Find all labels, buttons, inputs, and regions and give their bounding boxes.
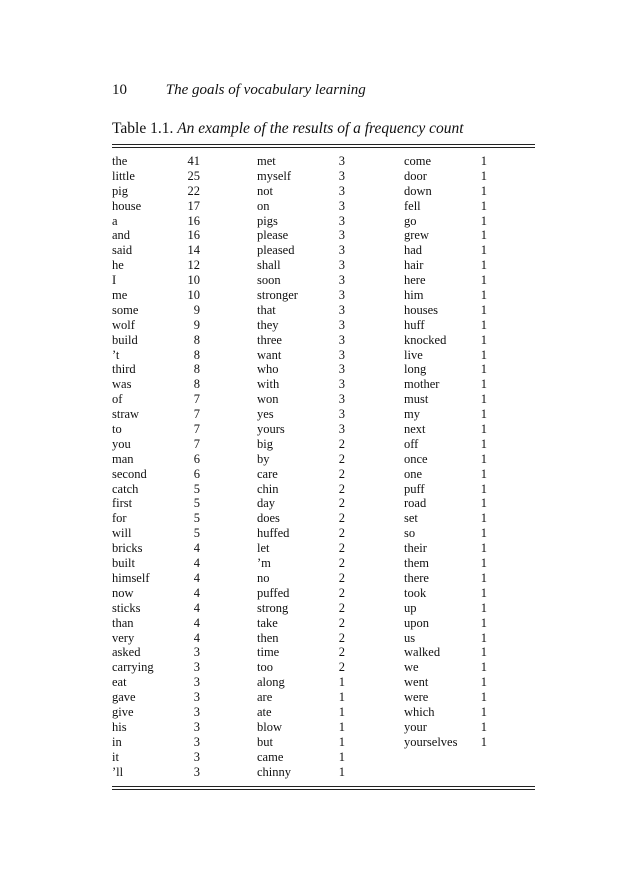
frequency-cell: 8 — [193, 362, 200, 377]
word-cell: will — [112, 526, 132, 541]
frequency-cell: 2 — [338, 570, 345, 585]
word-cell: upon — [404, 615, 429, 630]
frequency-cell: 1 — [480, 154, 487, 168]
top-rule-1 — [112, 144, 535, 145]
frequency-cell: 1 — [480, 436, 487, 451]
frequency-cell: 10 — [187, 288, 200, 303]
word-cell: one — [404, 466, 423, 481]
frequency-cell: 3 — [193, 704, 200, 719]
frequency-cell: 3 — [193, 749, 200, 764]
frequency-cell: 1 — [480, 645, 487, 660]
frequency-cell: 25 — [187, 168, 200, 183]
frequency-cell: 8 — [193, 347, 200, 362]
frequency-cell: 2 — [338, 451, 345, 466]
frequency-cell: 1 — [480, 392, 487, 407]
word-cell: too — [257, 660, 273, 675]
frequency-cell: 1 — [480, 317, 487, 332]
word-cell: huffed — [257, 526, 290, 541]
word-cell: who — [257, 362, 279, 377]
word-cell: wolf — [112, 317, 135, 332]
word-cell: than — [112, 615, 134, 630]
frequency-cell: 3 — [338, 332, 345, 347]
word-cell: a — [112, 213, 118, 228]
frequency-cell: 2 — [338, 436, 345, 451]
word-cell: had — [404, 243, 423, 258]
word-cell: won — [257, 392, 279, 407]
word-cell: next — [404, 422, 426, 437]
page-number: 10 — [112, 82, 127, 98]
word-cell: the — [112, 154, 128, 168]
frequency-cell: 1 — [480, 466, 487, 481]
word-cell: blow — [257, 719, 282, 734]
table-caption-text: An example of the results of a frequency count — [177, 120, 464, 137]
table-caption — [112, 120, 464, 138]
word-cell: us — [404, 630, 416, 645]
frequency-cell: 6 — [193, 451, 200, 466]
frequency-cell: 1 — [338, 719, 345, 734]
frequency-cell: 16 — [187, 228, 200, 243]
frequency-cell: 1 — [480, 481, 487, 496]
word-cell: build — [112, 332, 138, 347]
word-cell: little — [112, 168, 135, 183]
word-cell: he — [112, 258, 124, 273]
word-cell: their — [404, 541, 427, 556]
frequency-cell: 1 — [338, 764, 345, 779]
word-cell: sticks — [112, 600, 141, 615]
frequency-cell: 1 — [480, 600, 487, 615]
word-cell: off — [404, 436, 419, 451]
frequency-cell: 3 — [338, 154, 345, 168]
running-title: The goals of vocabulary learning — [165, 82, 366, 98]
word-cell: fell — [404, 198, 421, 213]
word-cell: gave — [112, 690, 136, 705]
frequency-cell: 3 — [193, 675, 200, 690]
frequency-cell: 8 — [193, 332, 200, 347]
frequency-cell: 4 — [193, 585, 200, 600]
frequency-cell: 3 — [338, 198, 345, 213]
word-cell: walked — [404, 645, 441, 660]
frequency-cell: 3 — [338, 213, 345, 228]
bottom-rule-1 — [112, 786, 535, 787]
frequency-cell: 5 — [193, 481, 200, 496]
word-cell: which — [404, 704, 435, 719]
running-head — [112, 82, 366, 99]
frequency-cell: 7 — [193, 422, 200, 437]
frequency-cell: 14 — [187, 243, 200, 258]
frequency-cell: 1 — [480, 168, 487, 183]
word-cell: must — [404, 392, 429, 407]
word-cell: came — [257, 749, 284, 764]
frequency-cell: 3 — [338, 243, 345, 258]
frequency-cell: 1 — [480, 660, 487, 675]
word-cell: myself — [257, 168, 292, 183]
frequency-cell: 2 — [338, 660, 345, 675]
word-cell: and — [112, 228, 131, 243]
frequency-cell: 3 — [338, 317, 345, 332]
word-cell: puff — [404, 481, 425, 496]
word-cell: live — [404, 347, 423, 362]
word-cell: for — [112, 511, 127, 526]
frequency-cell: 3 — [338, 377, 345, 392]
word-cell: them — [404, 556, 429, 571]
bottom-rule-2 — [112, 789, 535, 790]
frequency-cell: 1 — [480, 377, 487, 392]
frequency-cell: 2 — [338, 481, 345, 496]
word-cell: eat — [112, 675, 127, 690]
word-cell: him — [404, 288, 424, 303]
frequency-cell: 2 — [338, 585, 345, 600]
top-rule-2 — [112, 147, 535, 148]
word-cell: chin — [257, 481, 279, 496]
word-cell: does — [257, 511, 280, 526]
word-cell: in — [112, 734, 122, 749]
frequency-cell: 17 — [187, 198, 200, 213]
frequency-cell: 1 — [338, 749, 345, 764]
word-cell: please — [257, 228, 289, 243]
frequency-cell: 8 — [193, 377, 200, 392]
frequency-cell: 1 — [480, 451, 487, 466]
frequency-cell: 4 — [193, 615, 200, 630]
frequency-cell: 1 — [480, 675, 487, 690]
word-cell: so — [404, 526, 416, 541]
word-cell: grew — [404, 228, 429, 243]
word-cell: come — [404, 154, 432, 168]
frequency-cell: 1 — [338, 690, 345, 705]
word-cell: set — [404, 511, 418, 526]
word-cell: time — [257, 645, 280, 660]
frequency-cell: 3 — [338, 347, 345, 362]
word-cell: met — [257, 154, 276, 168]
word-cell: bricks — [112, 541, 143, 556]
frequency-cell: 9 — [193, 317, 200, 332]
word-cell: soon — [257, 273, 281, 288]
frequency-cell: 3 — [193, 764, 200, 779]
word-cell: third — [112, 362, 136, 377]
frequency-cell: 2 — [338, 496, 345, 511]
frequency-cell: 5 — [193, 511, 200, 526]
frequency-cell: 1 — [480, 228, 487, 243]
word-cell: there — [404, 570, 429, 585]
word-cell: not — [257, 183, 273, 198]
frequency-cell: 3 — [338, 183, 345, 198]
word-cell: big — [257, 436, 273, 451]
frequency-cell: 10 — [187, 273, 200, 288]
word-cell: were — [404, 690, 429, 705]
word-cell: road — [404, 496, 427, 511]
frequency-cell: 1 — [480, 362, 487, 377]
word-cell: mother — [404, 377, 440, 392]
word-cell: three — [257, 332, 282, 347]
frequency-cell: 3 — [193, 690, 200, 705]
word-cell: strong — [257, 600, 289, 615]
word-cell: my — [404, 407, 420, 422]
word-cell: yours — [257, 422, 285, 437]
word-cell: catch — [112, 481, 139, 496]
frequency-cell: 1 — [338, 734, 345, 749]
frequency-cell: 1 — [480, 615, 487, 630]
word-cell: built — [112, 556, 135, 571]
frequency-cell: 1 — [338, 704, 345, 719]
word-cell: up — [404, 600, 417, 615]
frequency-cell: 2 — [338, 615, 345, 630]
frequency-cell: 2 — [338, 511, 345, 526]
word-cell: want — [257, 347, 282, 362]
frequency-cell: 4 — [193, 541, 200, 556]
frequency-cell: 1 — [480, 198, 487, 213]
frequency-cell: 3 — [338, 288, 345, 303]
word-cell: me — [112, 288, 128, 303]
word-cell: carrying — [112, 660, 154, 675]
word-cell: stronger — [257, 288, 298, 303]
frequency-cell: 3 — [338, 407, 345, 422]
frequency-cell: 2 — [338, 556, 345, 571]
word-cell: ’t — [112, 347, 120, 362]
word-cell: very — [112, 630, 135, 645]
frequency-cell: 1 — [480, 556, 487, 571]
frequency-cell: 1 — [338, 675, 345, 690]
word-cell: once — [404, 451, 428, 466]
frequency-cell: 7 — [193, 392, 200, 407]
frequency-cell: 1 — [480, 734, 487, 749]
word-cell: some — [112, 302, 139, 317]
frequency-cell: 1 — [480, 719, 487, 734]
word-cell: was — [112, 377, 132, 392]
frequency-cell: 4 — [193, 556, 200, 571]
frequency-cell: 12 — [187, 258, 200, 273]
frequency-cell: 22 — [187, 183, 200, 198]
word-cell: pig — [112, 183, 128, 198]
frequency-cell: 5 — [193, 526, 200, 541]
frequency-cell: 9 — [193, 302, 200, 317]
frequency-cell: 1 — [480, 347, 487, 362]
frequency-cell: 2 — [338, 526, 345, 541]
frequency-cell: 41 — [187, 154, 200, 168]
frequency-cell: 3 — [338, 302, 345, 317]
word-cell: down — [404, 183, 432, 198]
frequency-cell: 1 — [480, 302, 487, 317]
frequency-cell: 1 — [480, 541, 487, 556]
word-cell: by — [257, 451, 270, 466]
word-cell: here — [404, 273, 426, 288]
frequency-cell: 2 — [338, 630, 345, 645]
frequency-cell: 3 — [338, 362, 345, 377]
word-cell: to — [112, 422, 122, 437]
frequency-cell: 4 — [193, 570, 200, 585]
frequency-cell: 1 — [480, 183, 487, 198]
frequency-cell: 1 — [480, 407, 487, 422]
table-label: Table 1.1. — [112, 120, 174, 137]
frequency-cell: 2 — [338, 600, 345, 615]
word-cell: asked — [112, 645, 141, 660]
frequency-cell: 3 — [338, 273, 345, 288]
word-cell: your — [404, 719, 427, 734]
frequency-cell: 1 — [480, 511, 487, 526]
frequency-cell: 1 — [480, 570, 487, 585]
word-cell: but — [257, 734, 273, 749]
word-cell: take — [257, 615, 278, 630]
word-cell: his — [112, 719, 127, 734]
word-cell: man — [112, 451, 134, 466]
word-cell: care — [257, 466, 278, 481]
frequency-cell: 1 — [480, 422, 487, 437]
word-cell: go — [404, 213, 417, 228]
word-cell: we — [404, 660, 419, 675]
frequency-cell: 1 — [480, 213, 487, 228]
word-cell: it — [112, 749, 119, 764]
frequency-cell: 2 — [338, 541, 345, 556]
word-cell: first — [112, 496, 133, 511]
frequency-cell: 3 — [338, 422, 345, 437]
word-cell: went — [404, 675, 429, 690]
frequency-cell: 3 — [338, 258, 345, 273]
word-cell: let — [257, 541, 270, 556]
word-cell: knocked — [404, 332, 447, 347]
frequency-cell: 3 — [193, 660, 200, 675]
frequency-cell: 1 — [480, 704, 487, 719]
frequency-cell: 4 — [193, 630, 200, 645]
word-cell: I — [112, 273, 117, 288]
word-cell: now — [112, 585, 134, 600]
word-cell: on — [257, 198, 270, 213]
word-cell: pigs — [257, 213, 278, 228]
word-cell: ’m — [257, 556, 271, 571]
frequency-cell: 5 — [193, 496, 200, 511]
word-cell: hair — [404, 258, 424, 273]
frequency-cell: 16 — [187, 213, 200, 228]
word-cell: they — [257, 317, 279, 332]
frequency-cell: 1 — [480, 243, 487, 258]
frequency-cell: 3 — [338, 228, 345, 243]
word-cell: straw — [112, 407, 140, 422]
frequency-cell: 2 — [338, 645, 345, 660]
word-cell: along — [257, 675, 285, 690]
frequency-cell: 7 — [193, 407, 200, 422]
word-cell: long — [404, 362, 427, 377]
frequency-cell: 3 — [338, 392, 345, 407]
frequency-cell: 2 — [338, 466, 345, 481]
word-cell: day — [257, 496, 276, 511]
frequency-cell: 3 — [193, 645, 200, 660]
frequency-cell: 7 — [193, 436, 200, 451]
word-cell: of — [112, 392, 123, 407]
frequency-cell: 1 — [480, 273, 487, 288]
word-cell: houses — [404, 302, 439, 317]
word-cell: huff — [404, 317, 425, 332]
word-cell: door — [404, 168, 427, 183]
word-cell: himself — [112, 570, 150, 585]
frequency-cell: 3 — [193, 719, 200, 734]
frequency-cell: 1 — [480, 526, 487, 541]
frequency-cell: 3 — [338, 168, 345, 183]
frequency-cell: 1 — [480, 585, 487, 600]
frequency-cell: 1 — [480, 630, 487, 645]
frequency-cell: 1 — [480, 258, 487, 273]
word-cell: then — [257, 630, 279, 645]
word-cell: give — [112, 704, 134, 719]
word-cell: ’ll — [112, 764, 124, 779]
word-cell: that — [257, 302, 276, 317]
word-cell: pleased — [257, 243, 295, 258]
word-cell: second — [112, 466, 147, 481]
word-cell: are — [257, 690, 273, 705]
word-cell: chinny — [257, 764, 292, 779]
word-cell: took — [404, 585, 427, 600]
word-cell: with — [257, 377, 280, 392]
word-cell: no — [257, 570, 270, 585]
frequency-cell: 1 — [480, 332, 487, 347]
word-cell: yourselves — [404, 734, 458, 749]
frequency-cell: 6 — [193, 466, 200, 481]
word-cell: shall — [257, 258, 281, 273]
word-cell: you — [112, 436, 131, 451]
word-cell: said — [112, 243, 133, 258]
frequency-cell: 3 — [193, 734, 200, 749]
word-cell: house — [112, 198, 142, 213]
frequency-cell: 4 — [193, 600, 200, 615]
frequency-cell: 1 — [480, 690, 487, 705]
word-cell: ate — [257, 704, 272, 719]
frequency-cell: 1 — [480, 496, 487, 511]
frequency-cell: 1 — [480, 288, 487, 303]
word-cell: yes — [257, 407, 274, 422]
word-cell: puffed — [257, 585, 290, 600]
